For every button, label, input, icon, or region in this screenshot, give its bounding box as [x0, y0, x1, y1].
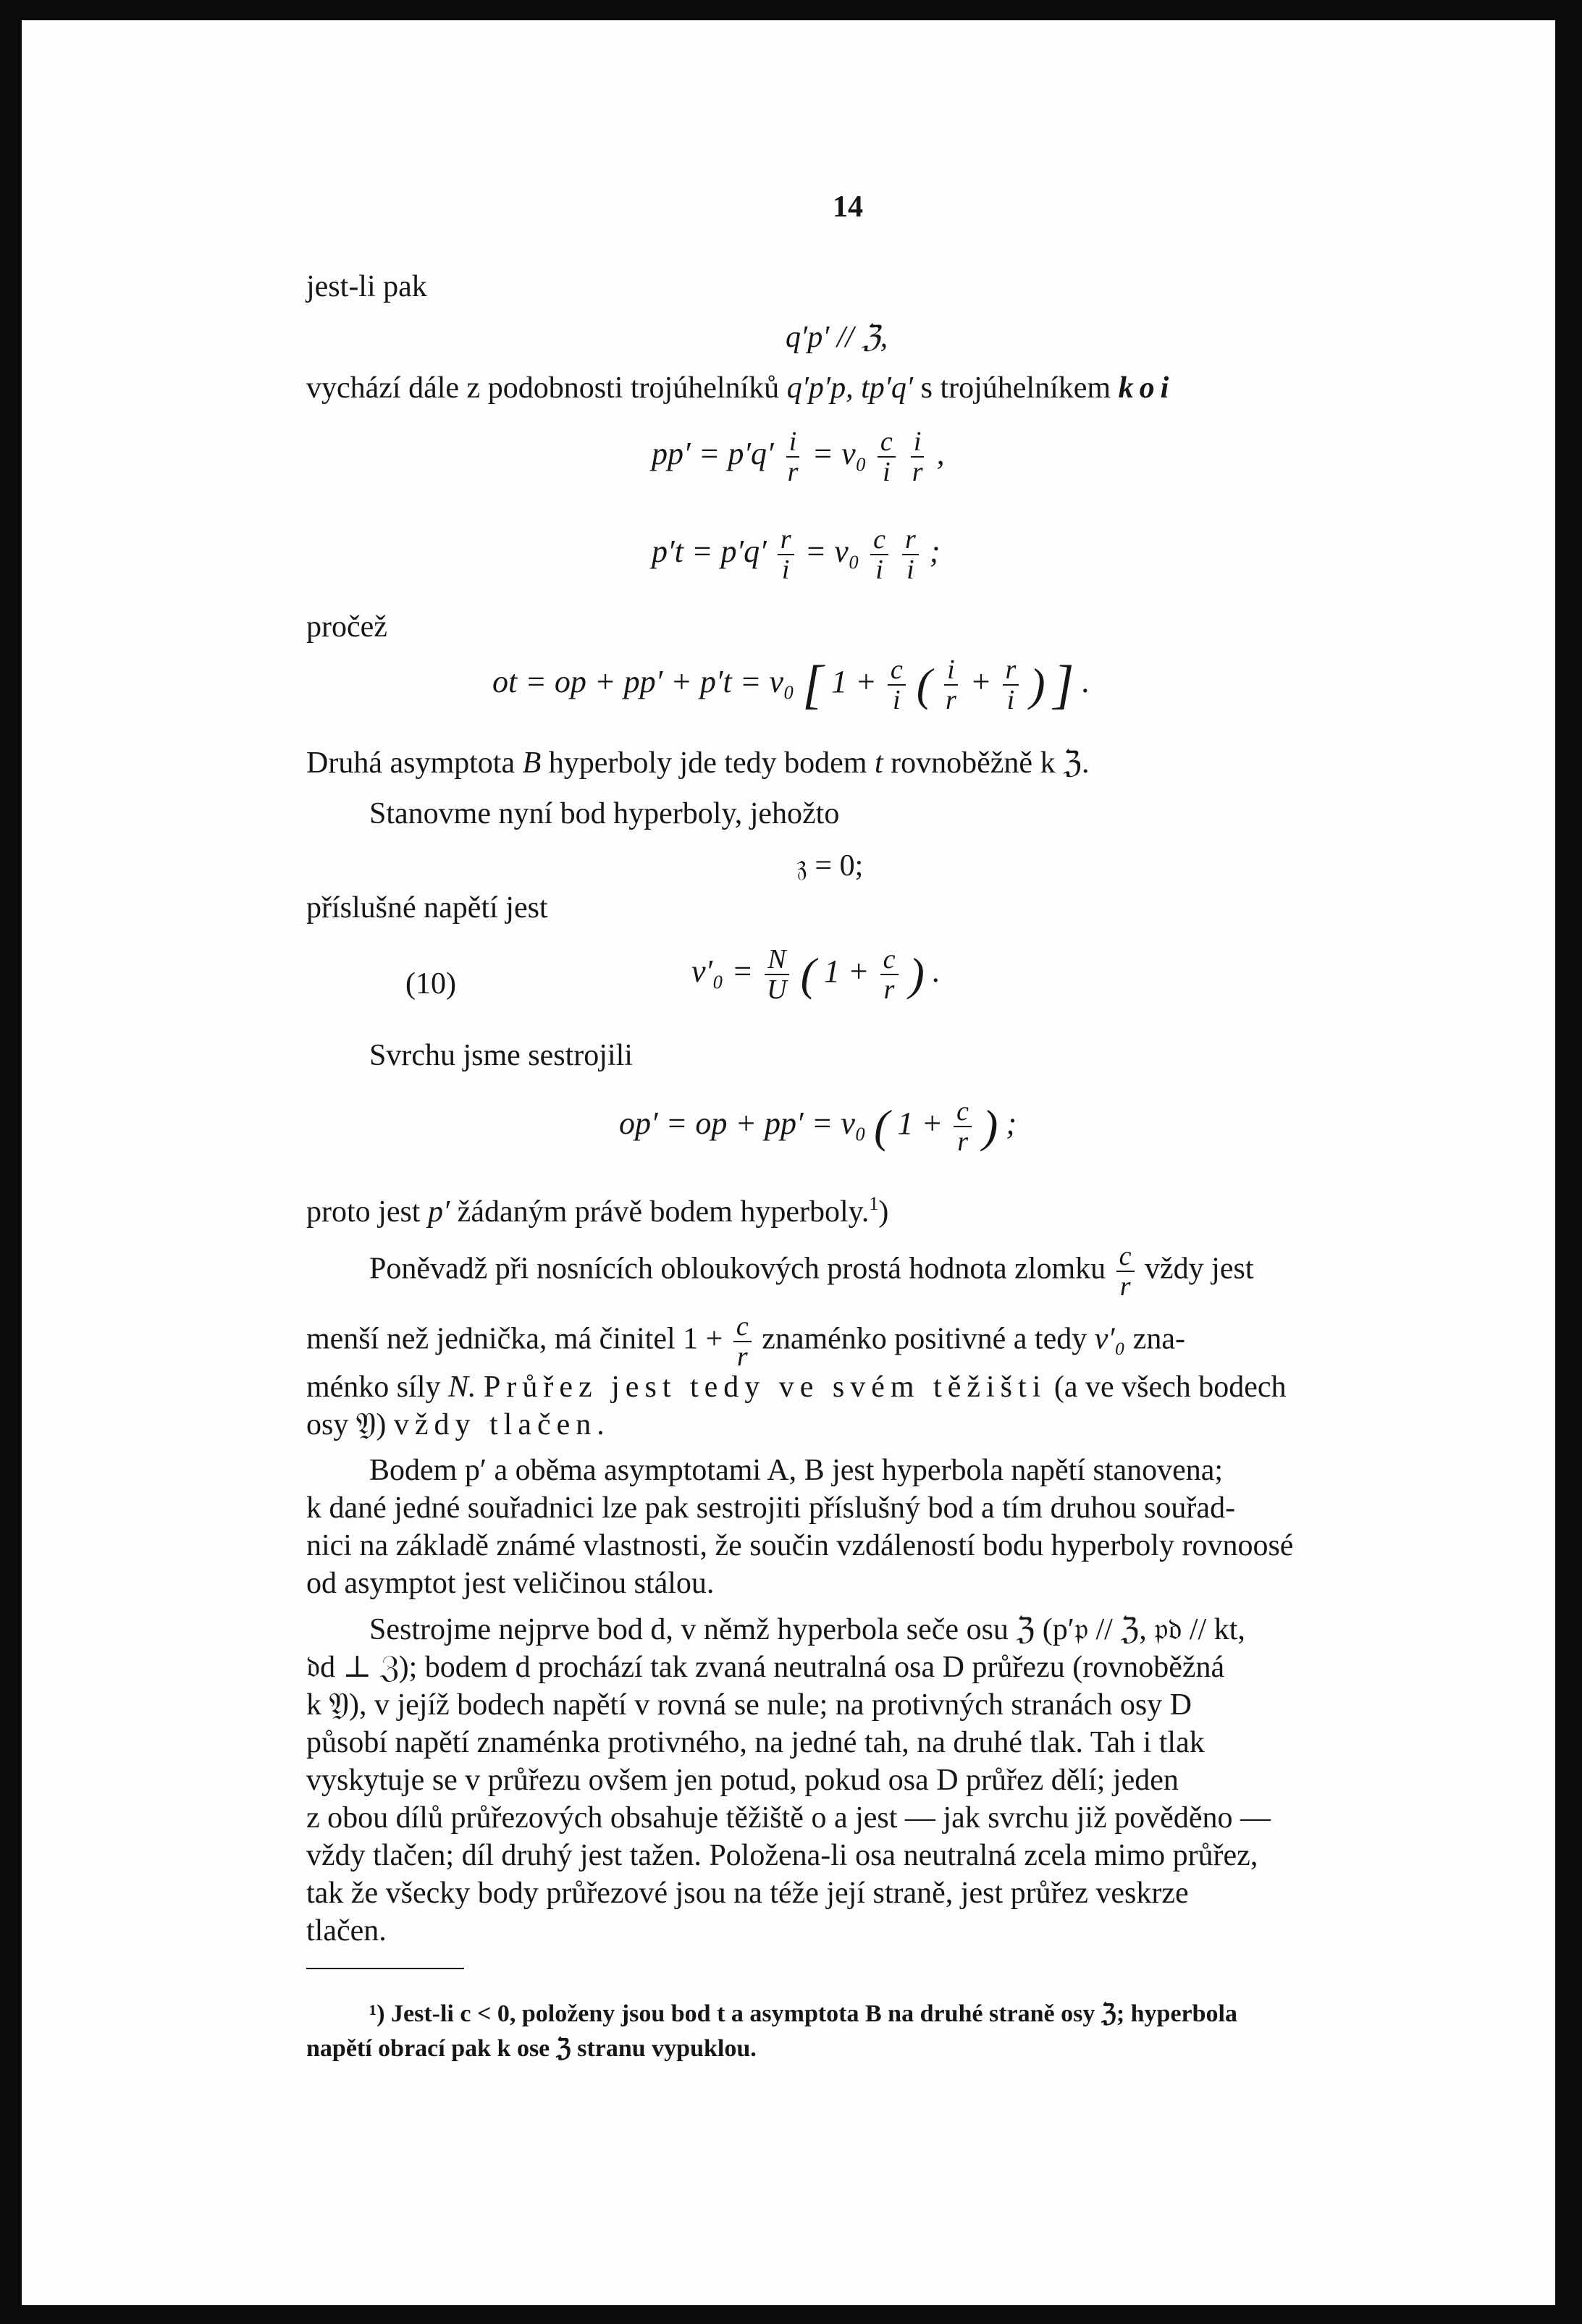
- paragraph-line: od asymptot jest veličinou stálou.: [306, 1567, 715, 1600]
- fraction: $\frac{c}{i}$: [888, 655, 906, 715]
- paren: ): [983, 1100, 998, 1152]
- text-span: rovnoběžně k ℨ.: [891, 746, 1090, 780]
- math-span: N.: [448, 1371, 476, 1404]
- paragraph-line: k dané jedné souřadnici lze pak sestrojiti příslušný bod a tím druhou souřad-: [306, 1491, 1236, 1525]
- paragraph-line: tlačen.: [306, 1914, 387, 1948]
- paragraph-line: vždy tlačen; díl druhý jest tažen. Položena-li osa neutralná zcela mimo průřez,: [306, 1839, 1258, 1872]
- paragraph-line: vyskytuje se v průřezu ovšem jen potud, pokud osa D průřez dělí; jeden: [306, 1764, 1179, 1797]
- fraction: $\frac{c}{r}$: [733, 1312, 752, 1371]
- eq-lhs: op′ = op + pp′ = v₀: [619, 1106, 867, 1142]
- equation: [652, 427, 945, 487]
- eq-plus: +: [969, 664, 992, 700]
- paragraph-line: 𝔡d ⊥ ℨ); bodem d prochází tak zvaná neutralná osa D průřezu (rovnoběžná: [306, 1651, 1225, 1684]
- footnote-line: ¹) Jest-li c < 0, položeny jsou bod t a asymptota B na druhé straně osy ℨ; hyperbola: [369, 2000, 1237, 2027]
- spaced-text: vždy tlačen.: [393, 1408, 610, 1441]
- fraction: $\frac{c}{r}$: [880, 945, 899, 1004]
- paragraph-line: z obou dílů průřezových obsahuje těžiště o a jest — jak svrchu již pověděno —: [306, 1801, 1271, 1835]
- eq-one: 1 +: [831, 664, 877, 700]
- text-line: proto jest p′ žádaným právě bodem hyperboly.$^1$): [306, 1193, 889, 1229]
- text-span: Poněvadž při nosnících obloukových prostá hodnota zlomku: [369, 1252, 1106, 1286]
- equation-number: (10): [405, 967, 456, 1001]
- text-span: osy 𝔜): [306, 1408, 387, 1441]
- eq-lhs: p′t = p′q′: [652, 534, 767, 570]
- eq-end: ;: [929, 534, 941, 570]
- page-number: 14: [833, 190, 863, 224]
- fraction: $\frac{c}{i}$: [878, 427, 896, 487]
- text-span: žádaným právě bodem hyperboly.: [457, 1195, 870, 1229]
- math-span: v′₀: [1094, 1322, 1126, 1356]
- text-span: (a ve všech bodech: [1053, 1371, 1287, 1404]
- eq-end: .: [1082, 664, 1090, 700]
- eq-one: 1 +: [823, 953, 870, 990]
- math-span: p′: [427, 1195, 450, 1229]
- eq-end: ;: [1006, 1106, 1017, 1142]
- text-line: Stanovme nyní bod hyperboly, jehožto: [369, 797, 840, 830]
- formula-parallel: q′p′ // ℨ,: [786, 321, 888, 354]
- equation: [492, 655, 1090, 715]
- text-line: [306, 744, 1089, 782]
- paren: ): [1030, 659, 1045, 710]
- fraction: $\frac{c}{r}$: [954, 1097, 972, 1156]
- fraction: $\frac{r}{i}$: [1003, 655, 1019, 715]
- eq-end: ,: [936, 436, 945, 472]
- text-span: vždy jest: [1145, 1252, 1254, 1286]
- paragraph-line: nici na základě známé vlastnosti, že součin vzdáleností bodu hyperboly rovnoosé: [306, 1529, 1294, 1562]
- text-span: znaménko positivné a tedy: [762, 1322, 1087, 1356]
- spaced-text: Průřez jest tedy ve svém těžišti: [484, 1371, 1047, 1404]
- equation: [652, 525, 940, 584]
- paren: ): [909, 948, 925, 1000]
- paragraph-line: Bodem p′ a oběma asymptotami A, B jest hyperbola napětí stanovena;: [369, 1454, 1224, 1487]
- text-line: [306, 1312, 1185, 1371]
- text-line: [306, 1368, 1287, 1406]
- paragraph-line: k 𝔜), v jejíž bodech napětí v rovná se nule; na protivných stranách osy D: [306, 1688, 1192, 1722]
- equation: [691, 945, 941, 1004]
- eq-lhs: v′₀ =: [691, 953, 754, 990]
- fraction: $\frac{i}{r}$: [787, 426, 799, 487]
- math-span: t: [874, 746, 883, 780]
- math-span: koi: [1118, 371, 1175, 405]
- fraction: $\frac{c}{r}$: [1116, 1242, 1135, 1301]
- eq-mid: = v₀: [804, 534, 860, 570]
- text-span: vychází dále z podobnosti trojúhelníků: [306, 371, 780, 405]
- text-line: [306, 1406, 610, 1444]
- eq-mid: = v₀: [812, 436, 867, 472]
- paren: (: [874, 1100, 890, 1152]
- paragraph-line: působí napětí znaménka protivného, na jedné tah, na druhé tlak. Tah i tlak: [306, 1726, 1205, 1759]
- fraction: $\frac{c}{i}$: [870, 525, 888, 584]
- text-line: jest-li pak: [306, 270, 427, 303]
- bracket: [: [802, 655, 824, 715]
- fraction: $\frac{i}{r}$: [912, 426, 923, 487]
- eq-one: 1 +: [897, 1106, 943, 1142]
- text-span: menší než jednička, má činitel 1 +: [306, 1322, 723, 1356]
- fraction: $\frac{i}{r}$: [946, 654, 956, 715]
- fraction: $\frac{r}{i}$: [902, 525, 919, 584]
- document-page: [22, 20, 1555, 2305]
- text-line: [369, 1242, 1254, 1301]
- text-span: proto jest: [306, 1195, 421, 1229]
- text-line: příslušné napětí jest: [306, 891, 548, 925]
- text-line: Svrchu jsme sestrojili: [369, 1039, 633, 1072]
- formula-z0: 𝔷 = 0;: [796, 849, 864, 883]
- footnote-marker: 1: [869, 1193, 879, 1214]
- fraction: $\frac{r}{i}$: [778, 525, 794, 584]
- text-span: zna-: [1132, 1322, 1185, 1356]
- text-line: pročež: [306, 610, 387, 644]
- math-span: B: [522, 746, 542, 780]
- text-span: Druhá asymptota: [306, 746, 516, 780]
- text-line: [306, 369, 1174, 407]
- bracket: ]: [1053, 655, 1074, 715]
- eq-lhs: ot = op + pp′ + p′t = v₀: [492, 664, 795, 700]
- eq-lhs: pp′ = p′q′: [652, 436, 774, 472]
- text-span: hyperboly jde tedy bodem: [548, 746, 867, 780]
- footnote-rule: [306, 1968, 464, 1969]
- eq-end: .: [932, 953, 941, 990]
- paragraph-line: tak že všecky body průřezové jsou na téže její straně, jest průřez veskrze: [306, 1877, 1189, 1910]
- equation: [619, 1097, 1017, 1156]
- text-span: s trojúhelníkem: [920, 371, 1111, 405]
- math-span: q′p′p, tp′q′: [786, 371, 914, 405]
- paren: (: [916, 659, 932, 710]
- text-span: ménko síly: [306, 1371, 441, 1404]
- footnote-line: napětí obrací pak k ose ℨ stranu vypuklou.: [306, 2035, 757, 2062]
- paren: (: [800, 948, 816, 1000]
- paragraph-line: Sestrojme nejprve bod d, v němž hyperbola seče osu ℨ (p′𝔭 // ℨ, 𝔭𝔡 // kt,: [369, 1613, 1245, 1646]
- fraction: $\frac{N}{U}$: [764, 945, 789, 1004]
